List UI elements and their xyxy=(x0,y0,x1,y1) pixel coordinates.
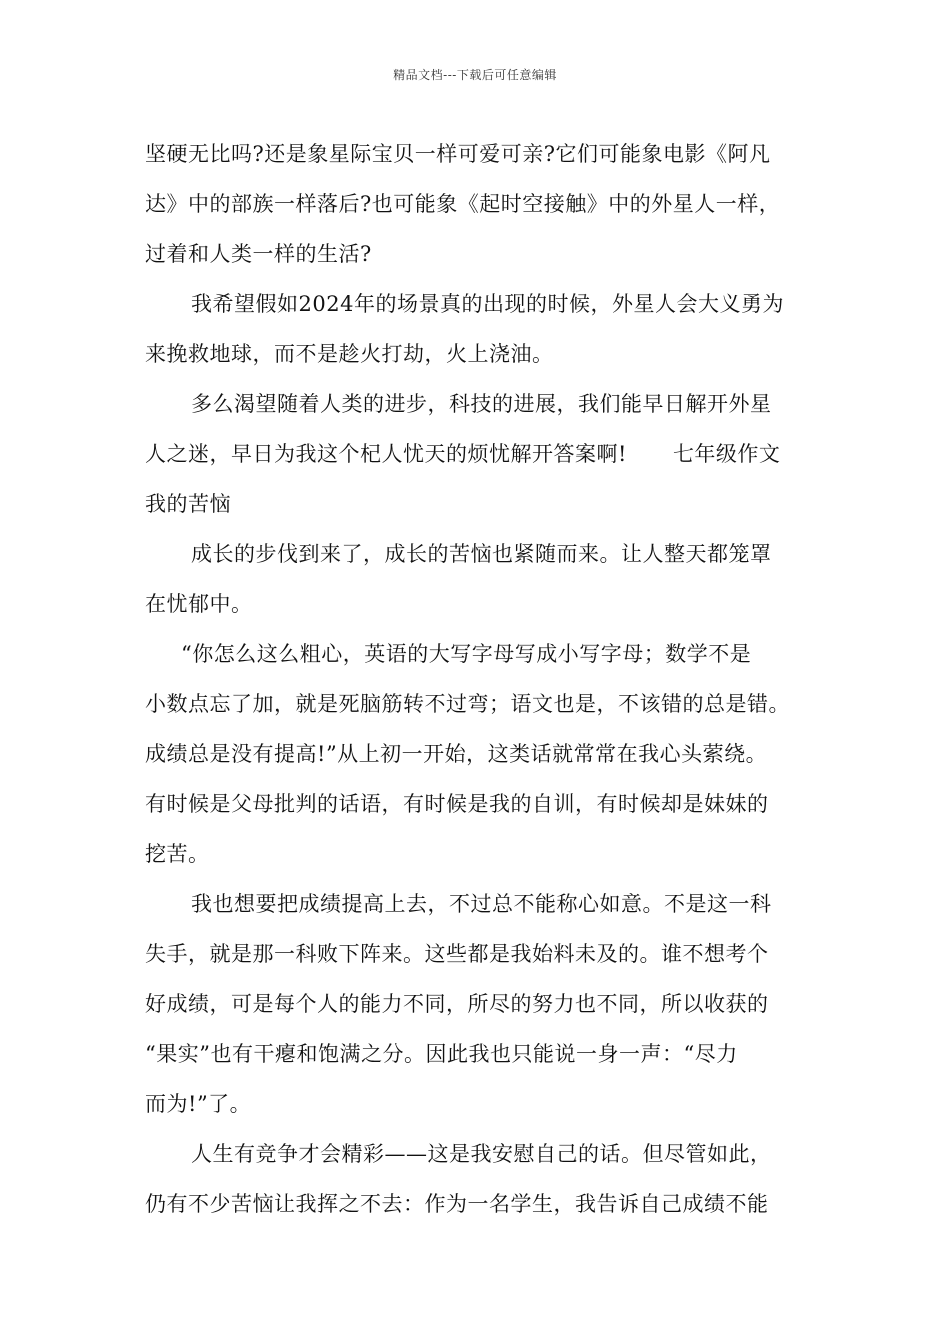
text-line: 成绩总是没有提高!”从上初一开始，这类话就常常在我心头萦绕。 xyxy=(145,742,768,766)
text-line: 失手，就是那一科败下阵来。这些都是我始料未及的。谁不想考个 xyxy=(145,942,769,966)
text-line: 在忧郁中。 xyxy=(145,592,253,616)
text-line: “果实”也有干瘪和饱满之分。因此我也只能说一身一声：“尽力 xyxy=(145,1042,738,1066)
paragraph-start-line: 我也想要把成绩提高上去，不过总不能称心如意。不是这一科 xyxy=(191,892,772,916)
text-line: 达》中的部族一样落后?也可能象《起时空接触》中的外星人一样， xyxy=(145,192,781,216)
text-line: 过着和人类一样的生活? xyxy=(145,242,372,266)
section-title: 我的苦恼 xyxy=(145,492,231,516)
text-line: 来挽救地球，而不是趁火打劫，火上浇油。 xyxy=(145,342,554,366)
text-line: 仍有不少苦恼让我挥之不去：作为一名学生，我告诉自己成绩不能 xyxy=(145,1192,769,1216)
document-body xyxy=(145,132,825,1232)
text-line xyxy=(145,432,825,482)
paragraph-start-line: “你怎么这么粗心，英语的大写字母写成小写字母；数学不是 xyxy=(181,642,752,666)
text-line: 坚硬无比吗?还是象星际宝贝一样可爱可亲?它们可能象电影《阿凡 xyxy=(145,142,771,166)
text-segment: 人之迷，早日为我这个杞人忧天的烦忧解开答案啊! xyxy=(145,442,627,466)
page-header: 精品文档---下载后可任意编辑 xyxy=(393,68,557,82)
text-line: 而为!”了。 xyxy=(145,1092,252,1116)
text-line: 小数点忘了加，就是死脑筋转不过弯；语文也是，不该错的总是错。 xyxy=(145,692,790,716)
paragraph-start-line: 多么渴望随着人类的进步，科技的进展，我们能早日解开外星 xyxy=(191,392,772,416)
paragraph-start-line: 我希望假如2024年的场景真的出现的时候，外星人会大义勇为 xyxy=(191,292,784,316)
text-line: 有时候是父母批判的话语，有时候是我的自训，有时候却是妹妹的 xyxy=(145,792,769,816)
paragraph-start-line: 成长的步伐到来了，成长的苦恼也紧随而来。让人整天都笼罩 xyxy=(191,542,772,566)
paragraph-start-line: 人生有竞争才会精彩——这是我安慰自己的话。但尽管如此， xyxy=(191,1142,772,1166)
section-label: 七年级作文 xyxy=(672,442,781,466)
text-line: 好成绩，可是每个人的能力不同，所尽的努力也不同，所以收获的 xyxy=(145,992,769,1016)
text-line: 挖苦。 xyxy=(145,842,210,866)
